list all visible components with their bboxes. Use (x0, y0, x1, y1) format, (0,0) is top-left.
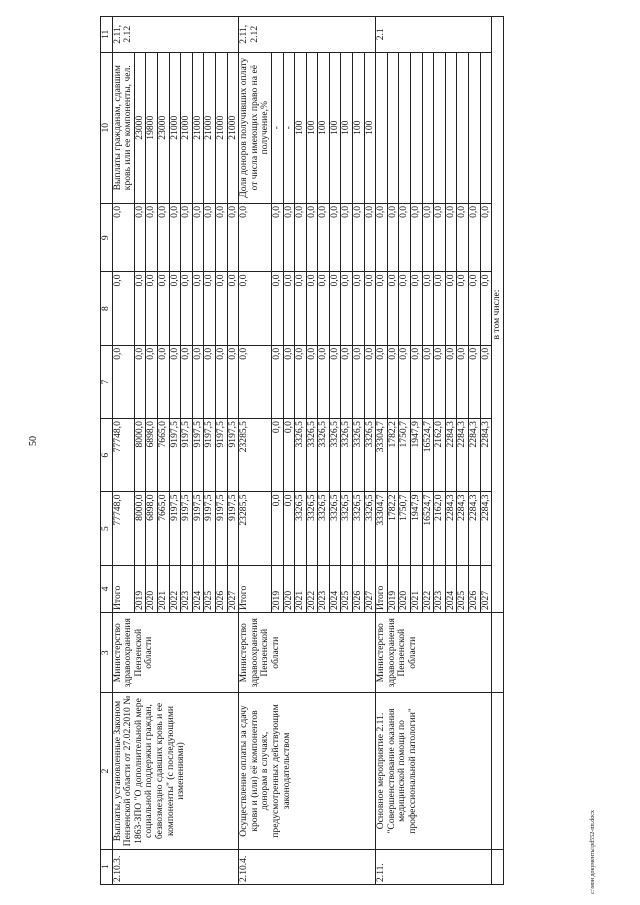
column-number-cell: 7 (101, 345, 113, 418)
amount-cell: 0,0 (192, 272, 204, 345)
indicator-value: 100 (295, 52, 307, 203)
column-number-cell: 11 (101, 17, 113, 53)
amount-cell: 0,0 (283, 203, 295, 272)
year-cell: 2019 (387, 565, 399, 612)
amount-cell: 2162,0 (434, 492, 446, 565)
total-value: 0,0 (376, 272, 388, 345)
amount-cell: 0,0 (329, 272, 341, 345)
total-label: Итого (376, 565, 388, 612)
amount-cell: 9197,5 (227, 419, 239, 492)
amount-cell: 9197,5 (204, 492, 216, 565)
note-row (492, 17, 504, 885)
amount-cell: 0,0 (271, 492, 283, 565)
indicator-value: 100 (364, 52, 376, 203)
amount-cell: 0,0 (271, 203, 283, 272)
amount-cell: 0,0 (169, 345, 181, 418)
amount-cell: 0,0 (192, 345, 204, 418)
amount-cell: 0,0 (434, 203, 446, 272)
amount-cell: 3326,5 (306, 419, 318, 492)
amount-cell: 0,0 (411, 203, 423, 272)
indicator-value: 19800 (146, 52, 158, 203)
amount-cell: 0,0 (457, 272, 469, 345)
amount-cell: 0,0 (157, 345, 169, 418)
column-number-cell: 3 (101, 613, 113, 693)
amount-cell: 2284,3 (480, 419, 492, 492)
amount-cell: 9197,5 (215, 419, 227, 492)
amount-cell: 2284,3 (457, 419, 469, 492)
amount-cell: 0,0 (227, 345, 239, 418)
amount-cell: 2284,3 (445, 492, 457, 565)
year-cell: 2027 (364, 565, 376, 612)
executor-name: Министерство здравоохранения Пензенской области (239, 613, 376, 693)
amount-cell: 0,0 (411, 272, 423, 345)
year-cell: 2024 (192, 565, 204, 612)
amount-cell: 0,0 (480, 345, 492, 418)
total-value: 0,0 (112, 345, 134, 418)
row-code: 2.11. (376, 849, 492, 884)
column-number-cell: 10 (101, 52, 113, 203)
amount-cell: 1947,9 (411, 492, 423, 565)
amount-cell: 0,0 (341, 203, 353, 272)
amount-cell: 0,0 (306, 345, 318, 418)
amount-cell: 0,0 (353, 272, 365, 345)
amount-cell: 0,0 (204, 272, 216, 345)
amount-cell: 0,0 (215, 203, 227, 272)
indicator-value (480, 52, 492, 203)
amount-cell: 0,0 (445, 203, 457, 272)
amount-cell: 0,0 (318, 345, 330, 418)
indicator-value (411, 52, 423, 203)
year-cell: 2021 (157, 565, 169, 612)
amount-cell: 0,0 (283, 345, 295, 418)
total-value: 33304,7 (376, 492, 388, 565)
amount-cell: 3326,5 (353, 419, 365, 492)
amount-cell: 0,0 (181, 203, 193, 272)
amount-cell: 3326,5 (353, 492, 365, 565)
measure-name: Основное мероприятие 2.11. "Совершенствование оказания медицинской помощи по профессиональной патологии" (376, 693, 492, 849)
total-value: 23285,5 (239, 492, 272, 565)
amount-cell: 0,0 (146, 203, 158, 272)
amount-cell: 0,0 (181, 345, 193, 418)
year-cell: 2024 (329, 565, 341, 612)
amount-cell: 0,0 (341, 272, 353, 345)
year-cell: 2025 (341, 565, 353, 612)
amount-cell: 0,0 (364, 272, 376, 345)
amount-cell: 0,0 (329, 345, 341, 418)
amount-cell: 9197,5 (169, 492, 181, 565)
column-number-cell: 2 (101, 693, 113, 849)
amount-cell: 0,0 (422, 272, 434, 345)
total-value: 0,0 (376, 345, 388, 418)
amount-cell: 3326,5 (329, 419, 341, 492)
amount-cell: 0,0 (215, 272, 227, 345)
amount-cell: 0,0 (215, 345, 227, 418)
amount-cell: 0,0 (457, 345, 469, 418)
amount-cell: 16524,7 (422, 492, 434, 565)
program-table (100, 16, 504, 885)
amount-cell: 0,0 (283, 419, 295, 492)
amount-cell: 8000,0 (134, 419, 146, 492)
amount-cell: 9197,5 (204, 419, 216, 492)
amount-cell: 0,0 (469, 203, 481, 272)
indicator-value (457, 52, 469, 203)
amount-cell: 3326,5 (364, 492, 376, 565)
indicator-value: 21000 (227, 52, 239, 203)
row-code: 2.10.4. (239, 849, 376, 884)
amount-cell: 9197,5 (227, 492, 239, 565)
amount-cell: 0,0 (318, 272, 330, 345)
document-sheet (100, 16, 575, 885)
amount-cell: 3326,5 (295, 419, 307, 492)
year-cell: 2022 (422, 565, 434, 612)
indicator-name: Выплаты гражданам, сдавшим кровь или ее компоненты, чел. (112, 52, 134, 203)
amount-cell: 3326,5 (318, 492, 330, 565)
year-cell: 2020 (399, 565, 411, 612)
amount-cell: 0,0 (271, 345, 283, 418)
column-number-cell: 9 (101, 203, 113, 272)
amount-cell: 0,0 (134, 203, 146, 272)
total-value: 23285,5 (239, 419, 272, 492)
indicator-value (445, 52, 457, 203)
page-number: 50 (28, 436, 39, 446)
amount-cell: 0,0 (387, 345, 399, 418)
amount-cell: 2162,0 (434, 419, 446, 492)
column-number-cell: 6 (101, 419, 113, 492)
amount-cell: 0,0 (271, 272, 283, 345)
amount-cell: 9197,5 (192, 419, 204, 492)
amount-cell: 0,0 (399, 203, 411, 272)
indicator-value (469, 52, 481, 203)
total-label: Итого (239, 565, 272, 612)
empty-cell (492, 693, 504, 849)
reference-code: 2.11, 2.12 (112, 17, 239, 53)
amount-cell: 0,0 (306, 272, 318, 345)
total-value: 77748,0 (112, 492, 134, 565)
amount-cell: 9197,5 (181, 492, 193, 565)
amount-cell: 9197,5 (215, 492, 227, 565)
amount-cell: 0,0 (445, 272, 457, 345)
amount-cell: 0,0 (434, 345, 446, 418)
amount-cell: 9197,5 (192, 492, 204, 565)
year-cell: 2025 (457, 565, 469, 612)
amount-cell: 3326,5 (329, 492, 341, 565)
amount-cell: 0,0 (364, 345, 376, 418)
amount-cell: 0,0 (192, 203, 204, 272)
amount-cell: 0,0 (283, 492, 295, 565)
amount-cell: 0,0 (306, 203, 318, 272)
year-cell: 2024 (445, 565, 457, 612)
indicator-value: 21000 (215, 52, 227, 203)
amount-cell: 1750,7 (399, 419, 411, 492)
year-cell: 2026 (215, 565, 227, 612)
amount-cell: 0,0 (422, 203, 434, 272)
amount-cell: 9197,5 (181, 419, 193, 492)
total-value: 33304,7 (376, 419, 388, 492)
indicator-value: 100 (306, 52, 318, 203)
amount-cell: 0,0 (146, 272, 158, 345)
amount-cell: 1782,2 (387, 492, 399, 565)
year-cell: 2023 (318, 565, 330, 612)
amount-cell: 0,0 (480, 272, 492, 345)
indicator-value (387, 52, 399, 203)
empty-cell (492, 613, 504, 693)
amount-cell: 3326,5 (341, 492, 353, 565)
measure-name: Выплаты, установленные Законом Пензенской области от 27.02.2010 № 1863-ЗПО "О дополнительной мере социальной поддержки граждан, безвозмездно сдавших кровь и ее компоненты" (с последующими изменениями) (112, 693, 239, 849)
row-code: 2.10.3. (112, 849, 239, 884)
total-label: Итого (112, 565, 134, 612)
table-body (101, 17, 504, 885)
amount-cell: 9197,5 (169, 419, 181, 492)
column-number-cell: 1 (101, 849, 113, 884)
indicator-value: 21000 (204, 52, 216, 203)
amount-cell: 0,0 (318, 203, 330, 272)
footer-file-path: c:\мои документы\рd552-пп.docx (590, 810, 596, 894)
column-number-cell: 8 (101, 272, 113, 345)
total-value: 0,0 (239, 272, 272, 345)
amount-cell: 0,0 (157, 203, 169, 272)
amount-cell: 3326,5 (341, 419, 353, 492)
amount-cell: 2284,3 (457, 492, 469, 565)
year-cell: 2020 (146, 565, 158, 612)
amount-cell: 0,0 (387, 272, 399, 345)
amount-cell: 0,0 (295, 345, 307, 418)
year-cell: 2021 (295, 565, 307, 612)
amount-cell: 0,0 (411, 345, 423, 418)
executor-name: Министерство здравоохранения Пензенской области (376, 613, 492, 693)
year-cell: 2027 (227, 565, 239, 612)
amount-cell: 2284,3 (469, 492, 481, 565)
amount-cell: 0,0 (146, 345, 158, 418)
amount-cell: 0,0 (169, 203, 181, 272)
amount-cell: 8000,0 (134, 492, 146, 565)
amount-cell: 3326,5 (306, 492, 318, 565)
indicator-value: 23000 (134, 52, 146, 203)
amount-cell: 0,0 (353, 345, 365, 418)
amount-cell: 0,0 (434, 272, 446, 345)
year-cell: 2020 (283, 565, 295, 612)
year-cell: 2021 (411, 565, 423, 612)
amount-cell: 0,0 (157, 272, 169, 345)
amount-cell: 2284,3 (445, 419, 457, 492)
amount-cell: 0,0 (134, 272, 146, 345)
year-cell: 2023 (434, 565, 446, 612)
indicator-value: 100 (353, 52, 365, 203)
column-number-row (101, 17, 113, 885)
amount-cell: 0,0 (169, 272, 181, 345)
year-cell: 2023 (181, 565, 193, 612)
amount-cell: 2284,3 (480, 492, 492, 565)
indicator-value (434, 52, 446, 203)
indicator-value (399, 52, 411, 203)
indicator-value: 21000 (181, 52, 193, 203)
amount-cell: 0,0 (134, 345, 146, 418)
amount-cell: 0,0 (422, 345, 434, 418)
amount-cell: 0,0 (204, 345, 216, 418)
amount-cell: 0,0 (445, 345, 457, 418)
year-cell: 2027 (480, 565, 492, 612)
indicator-value (422, 52, 434, 203)
amount-cell: 0,0 (480, 203, 492, 272)
empty-cell (492, 849, 504, 884)
amount-cell: 0,0 (353, 203, 365, 272)
indicator-value: 100 (318, 52, 330, 203)
year-cell: 2025 (204, 565, 216, 612)
note-text: в том числе: (492, 17, 504, 613)
amount-cell: 0,0 (227, 203, 239, 272)
amount-cell: 0,0 (283, 272, 295, 345)
year-cell: 2022 (169, 565, 181, 612)
executor-name: Министерство здравоохранения Пензенской области (112, 613, 239, 693)
amount-cell: 7665,0 (157, 492, 169, 565)
amount-cell: 0,0 (364, 203, 376, 272)
amount-cell: 1782,2 (387, 419, 399, 492)
indicator-value: - (283, 52, 295, 203)
amount-cell: 0,0 (181, 272, 193, 345)
amount-cell: 3326,5 (295, 492, 307, 565)
total-value: 0,0 (112, 272, 134, 345)
year-cell: 2019 (271, 565, 283, 612)
amount-cell: 2284,3 (469, 419, 481, 492)
amount-cell: 0,0 (399, 345, 411, 418)
amount-cell: 0,0 (387, 203, 399, 272)
amount-cell: 6898,0 (146, 419, 158, 492)
amount-cell: 0,0 (457, 203, 469, 272)
amount-cell: 3326,5 (318, 419, 330, 492)
indicator-value: - (271, 52, 283, 203)
amount-cell: 0,0 (271, 419, 283, 492)
amount-cell: 6898,0 (146, 492, 158, 565)
amount-cell: 0,0 (341, 345, 353, 418)
indicator-value: 21000 (192, 52, 204, 203)
measure-name: Осуществление оплаты за сдачу крови и (или) её компонентов донорам в случаях, предусмотренных действующим законодательством (239, 693, 376, 849)
section-total-row (239, 17, 272, 885)
indicator-name: Доля доноров получивших оплату от числа имеющих право на её получение,% (239, 52, 272, 203)
amount-cell: 0,0 (329, 203, 341, 272)
section-total-row (376, 17, 388, 885)
amount-cell: 16524,7 (422, 419, 434, 492)
amount-cell: 1947,9 (411, 419, 423, 492)
year-cell: 2019 (134, 565, 146, 612)
year-cell: 2026 (353, 565, 365, 612)
amount-cell: 7665,0 (157, 419, 169, 492)
amount-cell: 0,0 (399, 272, 411, 345)
amount-cell: 1750,7 (399, 492, 411, 565)
total-value: 77748,0 (112, 419, 134, 492)
total-value: 0,0 (239, 345, 272, 418)
total-value: 0,0 (376, 203, 388, 272)
amount-cell: 0,0 (469, 272, 481, 345)
indicator-value: 21000 (169, 52, 181, 203)
amount-cell: 0,0 (469, 345, 481, 418)
amount-cell: 0,0 (295, 203, 307, 272)
year-cell: 2026 (469, 565, 481, 612)
column-number-cell: 4 (101, 565, 113, 612)
section-total-row (112, 17, 134, 885)
indicator-value: 100 (341, 52, 353, 203)
amount-cell: 0,0 (227, 272, 239, 345)
total-value: 0,0 (239, 203, 272, 272)
amount-cell: 3326,5 (364, 419, 376, 492)
year-cell: 2022 (306, 565, 318, 612)
indicator-value: 23000 (157, 52, 169, 203)
reference-code: 2.1 (376, 17, 492, 53)
indicator-name (376, 52, 388, 203)
column-number-cell: 5 (101, 492, 113, 565)
indicator-value: 100 (329, 52, 341, 203)
amount-cell: 0,0 (204, 203, 216, 272)
amount-cell: 0,0 (295, 272, 307, 345)
total-value: 0,0 (112, 203, 134, 272)
reference-code: 2.11, 2.12 (239, 17, 376, 53)
